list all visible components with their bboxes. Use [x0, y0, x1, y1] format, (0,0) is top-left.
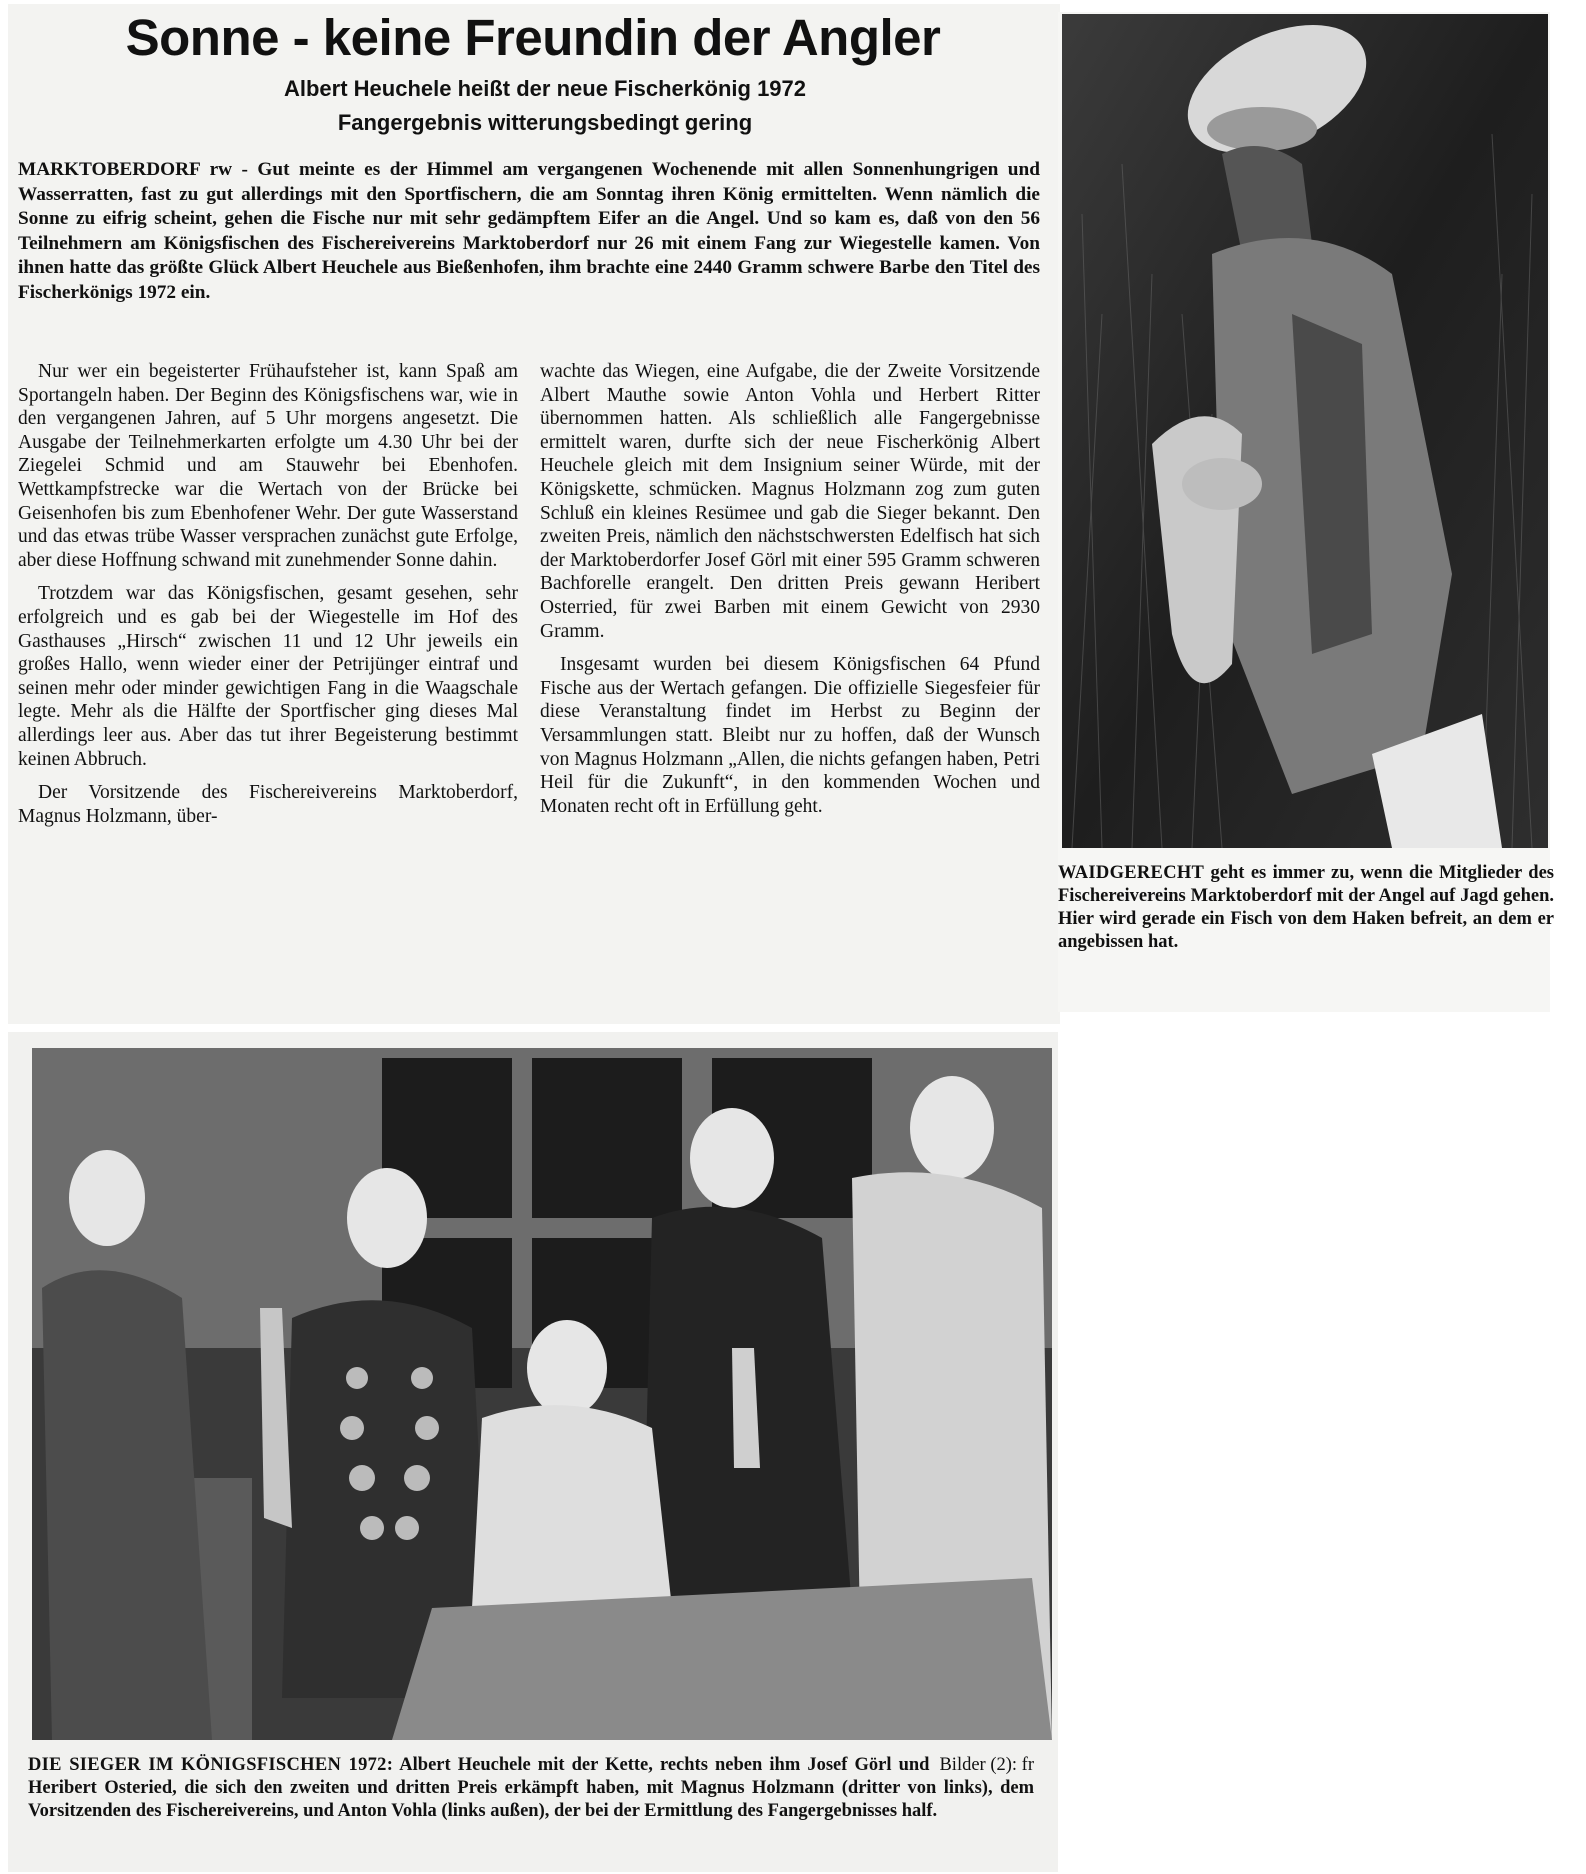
paragraph: Trotzdem war das Königsfischen, gesamt gesehen, sehr erfolgreich und es gab bei der Wiegestelle im Hof des Gasthauses „Hirsch“ zwischen 11 und 12 Uhr jeweils ein großes Hallo, wenn wieder einer der Petrijünger eintraf und seinen mehr oder minder gewichtigen Fang in die Waagschale legte. Mehr als die Hälfte der Sportfischer ging dieses Mal allerdings leer aus. Aber das tut ihrer Begeisterung bestimmt keinen Abbruch.	[18, 583, 518, 770]
photo-winners	[32, 1048, 1052, 1740]
photo-caption	[1058, 862, 1554, 954]
paragraph: Insgesamt wurden bei diesem Königsfischen 64 Pfund Fische aus der Wertach gefangen. Die offizielle Siegesfeier für diese Veranstaltung findet im Herbst zu Beginn der Versammlungen statt. Bleibt nur zu hoffen, daß der Wunsch von Magnus Holzmann „Allen, die nichts gefangen haben, Petri Heil für die Zukunft“, in den kommenden Wochen und Monaten recht oft in Erfüllung geht.	[540, 654, 1040, 817]
dateline: MARKTOBERDORF rw	[18, 159, 233, 180]
caption-text: geht es immer zu, wenn die Mitglieder des Fischereivereins Marktoberdorf mit der Angel auf Jagd gehen. Hier wird gerade ein Fisch von dem Haken befreit, an dem er angebissen hat.	[1058, 863, 1554, 952]
photo-angler-image	[1062, 14, 1548, 848]
caption-keyword: WAIDGERECHT	[1058, 863, 1205, 883]
subheadline-secondary: Fangergebnis witterungsbedingt gering	[337, 110, 753, 135]
body-column-right	[540, 360, 1040, 818]
lead-paragraph	[18, 158, 1040, 305]
paragraph: Der Vorsitzende des Fischereivereins Marktoberdorf, Magnus Holzmann, über-	[18, 782, 518, 827]
caption-text: Albert Heuchele mit der Kette, rechts neben ihm Josef Görl und Heribert Osteried, die sich den zweiten und dritten Preis erkämpft haben, mit Magnus Holzmann (dritter von links), dem Vorsitzenden des Fischereivereins, und Anton Vohla (links außen), der bei der Ermittlung des Fangergebnisses half.	[28, 1755, 1034, 1821]
body-column-left	[18, 360, 518, 828]
paragraph: wachte das Wiegen, eine Aufgabe, die der Zweite Vorsitzende Albert Mauthe sowie Anton Vohla und Herbert Ritter übernommen hatten. Als schließlich alle Fangergebnisse ermittelt waren, durfte sich der neue Fischerkönig Albert Heuchele gleich mit dem Insignium seiner Würde, mit der Königskette, schmücken. Magnus Holzmann zog zum guten Schluß ein kleines Resümee und gab die Sieger bekannt. Den zweiten Preis, nämlich den nächstschwersten Edelfisch hat sich der Marktoberdorfer Josef Görl mit einer 595 Gramm schweren Bachforelle erangelt. Den dritten Preis gewann Heribert Osterried, für zwei Barben mit einem Gewicht von 2930 Gramm.	[540, 361, 1040, 642]
caption-keyword: DIE SIEGER IM KÖNIGSFISCHEN 1972:	[28, 1755, 394, 1775]
subheadline: Albert Heuchele heißt der neue Fischerkönig 1972	[283, 76, 807, 101]
paragraph: Nur wer ein begeisterter Frühaufsteher ist, kann Spaß am Sportangeln haben. Der Beginn des Königsfischens war, wie in den vergangenen Jahren, auf 5 Uhr morgens angesetzt. Die Ausgabe der Teilnehmerkarten erfolgte um 4.30 Uhr bei der Ziegelei Schmid und am Stauwehr bei Ebenhofen. Wettkampfstrecke war die Wertach von der Brücke bei Geisenhofen bis zum Ebenhofener Wehr. Der gute Wasserstand und das etwas trübe Wasser versprachen zunächst gute Erfolge, aber diese Hoffnung schwand mit zunehmender Sonne dahin.	[18, 361, 518, 571]
photo-credit: Bilder (2): fr	[939, 1755, 1034, 1775]
headline: Sonne - keine Freundin der Angler	[125, 9, 941, 66]
photo-angler	[1062, 14, 1548, 848]
lead-text: - Gut meinte es der Himmel am vergangenen Wochenende mit allen Sonnenhungrigen und Wasserratten, fast zu gut allerdings mit den Sportfischern, die am Sonntag ihren König ermittelten. Wenn nämlich die Sonne zu eifrig scheint, gehen die Fische nur mit sehr gedämpftem Eifer an die Angel. Und so kam es, daß von den 56 Teilnehmern am Königsfischen des Fischereivereins Marktoberdorf nur 26 mit einem Fang zur Wiegestelle kamen. Von ihnen hatte das größte Glück Albert Heuchele aus Bießenhofen, ihm brachte eine 2440 Gramm schwere Barbe den Titel des Fischerkönigs 1972 ein.	[18, 159, 1040, 303]
group-photo-caption	[28, 1754, 1034, 1823]
photo-winners-image	[32, 1048, 1052, 1740]
